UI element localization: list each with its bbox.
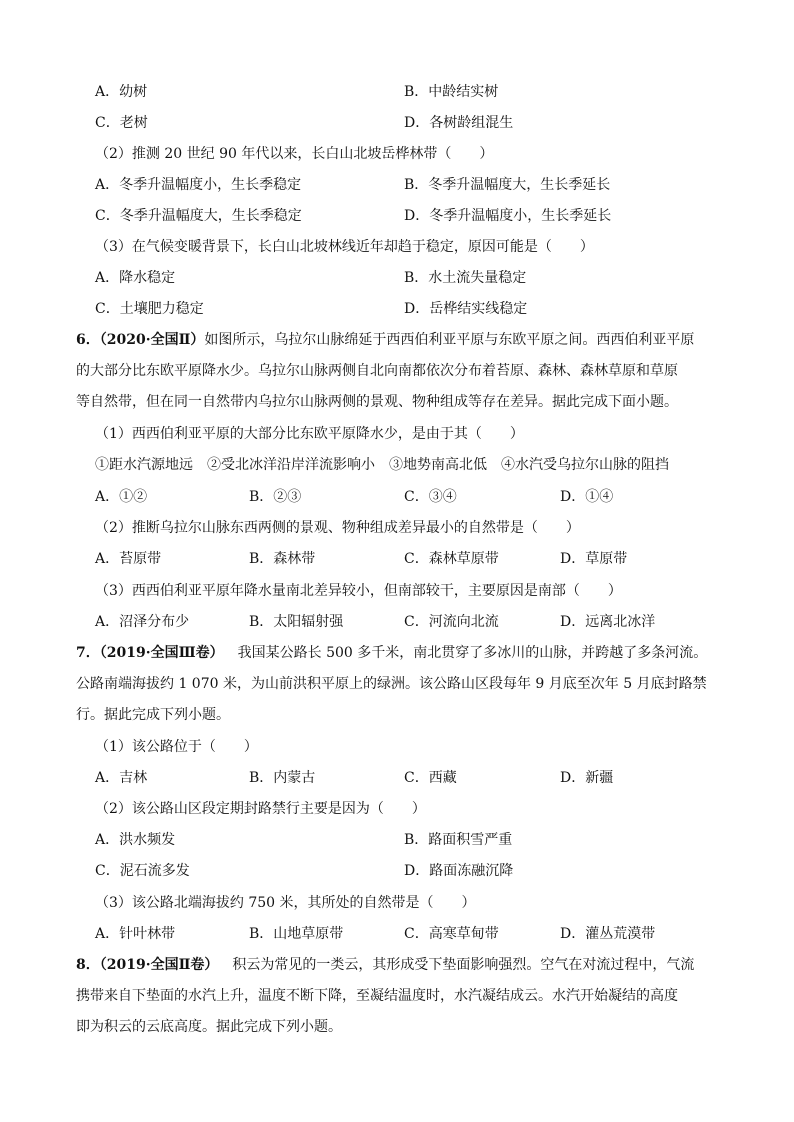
- q6-intro-line-3: 等自然带，但在同一自然带内乌拉尔山脉两侧的景观、物种组成等存在差异。据此完成下面小题。: [76, 394, 678, 410]
- q5-1-option-b: B．中龄结实树: [404, 84, 499, 100]
- q7-source: （2019·全国Ⅲ卷）: [99, 645, 224, 661]
- q6-2-option-b: B．森林带: [249, 551, 316, 567]
- q7-intro-line-1: [76, 643, 716, 663]
- q5-2-option-b: B．冬季升温幅度大，生长季延长: [404, 177, 611, 193]
- q6-3-option-c: C．河流向北流: [404, 614, 499, 630]
- q5-1-option-a: A．幼树: [95, 84, 148, 100]
- q5-2-option-c: C．冬季升温幅度大，生长季稳定: [95, 208, 302, 224]
- q6-number: 6．: [76, 332, 100, 348]
- q6-1-statements: ①距水汽源地远 ②受北冰洋沿岸洋流影响小 ③地势南高北低 ④水汽受乌拉尔山脉的阻挡: [95, 457, 669, 473]
- q5-2-stem: （2）推测 20 世纪 90 年代以来，长白山北坡岳桦林带（ ）: [95, 146, 494, 162]
- q7-intro-line-3: 行。据此完成下列小题。: [76, 707, 230, 723]
- q7-1-option-b: B．内蒙古: [249, 770, 316, 786]
- q8-text-1: 积云为常见的一类云，其形成受下垫面影响强烈。空气在对流过程中，气流: [232, 957, 695, 973]
- q7-3-stem: （3）该公路北端海拔约 750 米，其所处的自然带是（ ）: [95, 895, 476, 911]
- q7-2-option-d: D．路面冻融沉降: [404, 863, 514, 879]
- q7-number: 7．: [76, 645, 100, 661]
- q7-1-option-c: C．西藏: [404, 770, 457, 786]
- q6-source: （2020·全国Ⅱ）: [99, 332, 205, 348]
- q8-intro-line-3: 即为积云的云底高度。据此完成下列小题。: [76, 1019, 342, 1035]
- q7-3-option-a: A．针叶林带: [95, 926, 176, 942]
- q7-1-option-d: D．新疆: [560, 770, 614, 786]
- q7-3-option-b: B．山地草原带: [249, 926, 344, 942]
- q6-1-option-d: D．①④: [560, 489, 614, 505]
- q6-2-option-c: C．森林草原带: [404, 551, 499, 567]
- q6-2-option-a: A．苔原带: [95, 551, 162, 567]
- q5-1-option-d: D．各树龄组混生: [404, 115, 514, 131]
- q8-intro-line-1: [76, 955, 716, 975]
- q7-2-stem: （2）该公路山区段定期封路禁行主要是因为（ ）: [95, 801, 426, 817]
- q8-number: 8．: [76, 957, 100, 973]
- q7-intro-line-2: 公路南端海拔约 1 070 米，为山前洪积平原上的绿洲。该公路山区段每年 9 月底至次年 5 月底封路禁: [76, 676, 707, 692]
- q7-2-option-b: B．路面积雪严重: [404, 832, 513, 848]
- q6-1-option-a: A．①②: [95, 489, 148, 505]
- q8-source: （2019·全国Ⅱ卷）: [99, 957, 219, 973]
- q7-3-option-c: C．高寒草甸带: [404, 926, 499, 942]
- q6-1-stem: （1）西西伯利亚平原的大部分比东欧平原降水少，是由于其（ ）: [95, 426, 524, 442]
- q6-2-option-d: D．草原带: [560, 551, 628, 567]
- q5-3-option-b: B．水土流失量稳定: [404, 270, 527, 286]
- q5-3-option-c: C．土壤肥力稳定: [95, 301, 204, 317]
- q6-1-option-b: B．②③: [249, 489, 302, 505]
- q5-3-option-d: D．岳桦结实线稳定: [404, 301, 528, 317]
- q7-2-option-c: C．泥石流多发: [95, 863, 190, 879]
- q6-intro-line-1: [76, 330, 716, 350]
- q5-1-option-c: C．老树: [95, 115, 148, 131]
- q6-3-option-d: D．远离北冰洋: [560, 614, 656, 630]
- q5-2-option-d: D．冬季升温幅度小，生长季延长: [404, 208, 612, 224]
- q7-2-option-a: A．洪水频发: [95, 832, 176, 848]
- q5-2-option-a: A．冬季升温幅度小，生长季稳定: [95, 177, 302, 193]
- q6-3-option-b: B．太阳辐射强: [249, 614, 344, 630]
- q7-3-option-d: D．灌丛荒漠带: [560, 926, 656, 942]
- q6-3-stem: （3）西西伯利亚平原年降水量南北差异较小，但南部较干，主要原因是南部（ ）: [95, 583, 622, 599]
- q6-intro-line-2: 的大部分比东欧平原降水少。乌拉尔山脉两侧自北向南都依次分布着苔原、森林、森林草原和草原: [76, 363, 678, 379]
- q7-1-stem: （1）该公路位于（ ）: [95, 739, 258, 755]
- q6-3-option-a: A．沼泽分布少: [95, 614, 190, 630]
- q7-1-option-a: A．吉林: [95, 770, 148, 786]
- q8-intro-line-2: 携带来自下垫面的水汽上升，温度不断下降，至凝结温度时，水汽凝结成云。水汽开始凝结的高度: [76, 988, 678, 1004]
- q6-1-option-c: C．③④: [404, 489, 457, 505]
- q7-text-1: 我国某公路长 500 多千米，南北贯穿了多冰川的山脉，并跨越了多条河流。: [237, 645, 708, 661]
- q6-2-stem: （2）推断乌拉尔山脉东西两侧的景观、物种组成差异最小的自然带是（ ）: [95, 520, 580, 536]
- q5-3-option-a: A．降水稳定: [95, 270, 176, 286]
- q5-3-stem: （3）在气候变暖背景下，长白山北坡林线近年却趋于稳定，原因可能是（ ）: [95, 239, 594, 255]
- q6-text-1: 如图所示，乌拉尔山脉绵延于西西伯利亚平原与东欧平原之间。西西伯利亚平原: [204, 332, 695, 348]
